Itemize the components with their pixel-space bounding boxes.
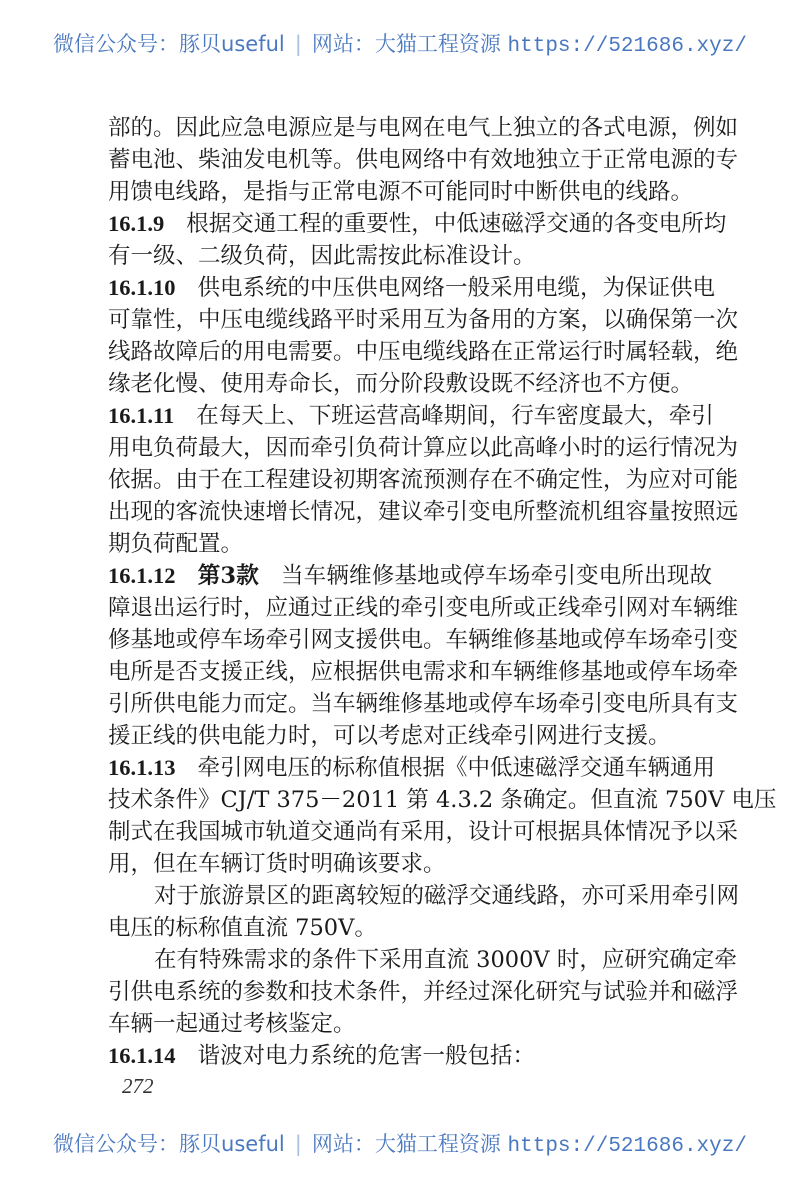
line-text: 障退出运行时，应通过正线的牵引变电所或正线牵引网对车辆维 xyxy=(108,595,739,621)
clause-number: 16.1.12 xyxy=(108,563,176,588)
line-text: 技术条件》CJ/T 375－2011 第 4.3.2 条确定。但直流 750V 电压 xyxy=(108,787,777,813)
line-text: 用电负荷最大，因而牵引负荷计算应以此高峰小时的运行情况为 xyxy=(108,435,739,461)
line-text: 缘老化慢、使用寿命长，而分阶段敷设既不经济也不方便。 xyxy=(108,371,694,397)
line-text: 线路故障后的用电需要。中压电缆线路在正常运行时属轻载，绝 xyxy=(108,339,739,365)
document-body xyxy=(108,112,777,1072)
line-text: 在每天上、下班运营高峰期间，行车密度最大，牵引 xyxy=(196,403,714,429)
line-text: 引所供电能力而定。当车辆维修基地或停车场牵引变电所具有支 xyxy=(108,691,739,717)
watermark-site-label: 网站：大猫工程资源 xyxy=(311,32,501,56)
text-line xyxy=(108,208,727,240)
sub-clause-label: 第3款 xyxy=(197,563,259,589)
text-line xyxy=(108,1040,712,1072)
text-line xyxy=(108,912,712,944)
line-text: 部的。因此应急电源应是与电网在电气上独立的各式电源，例如 xyxy=(108,115,739,141)
line-text: 谐波对电力系统的危害一般包括： xyxy=(197,1043,536,1069)
line-text: 可靠性，中压电缆线路平时采用互为备用的方案，以确保第一次 xyxy=(108,307,739,333)
watermark-separator: | xyxy=(294,1132,302,1156)
line-text: 对于旅游景区的距离较短的磁浮交通线路，亦可采用牵引网 xyxy=(154,883,740,909)
clause-16-1-10 xyxy=(108,272,739,400)
text-line xyxy=(108,880,740,912)
text-line xyxy=(108,144,739,176)
text-line xyxy=(108,688,739,720)
line-text: 援正线的供电能力时，可以考虑对正线牵引网进行支援。 xyxy=(108,723,671,749)
page-number: 272 xyxy=(122,1074,154,1098)
text-line xyxy=(108,240,712,272)
watermark-account: 微信公众号：豚贝useful xyxy=(53,32,285,56)
text-line xyxy=(108,720,712,752)
watermark-footer xyxy=(0,1128,800,1158)
paragraph xyxy=(108,880,740,944)
watermark-url: https://521686.xyz/ xyxy=(507,1135,747,1158)
line-text: 用，但在车辆订货时明确该要求。 xyxy=(108,851,446,877)
line-text: 用馈电线路，是指与正常电源不可能同时中断供电的线路。 xyxy=(108,179,694,205)
text-line xyxy=(108,560,712,592)
text-line xyxy=(108,528,712,560)
line-text: 电压的标称值直流 750V。 xyxy=(108,915,377,941)
line-text: 当车辆维修基地或停车场牵引变电所出现故 xyxy=(280,563,712,589)
line-text: 出现的客流快速增长情况，建议牵引变电所整流机组容量按照远 xyxy=(108,499,739,525)
watermark-separator: | xyxy=(294,32,302,56)
clause-16-1-9 xyxy=(108,208,727,272)
text-line xyxy=(108,624,739,656)
line-text: 有一级、二级负荷，因此需按此标准设计。 xyxy=(108,243,536,269)
clause-number: 16.1.11 xyxy=(108,403,175,428)
clause-number: 16.1.9 xyxy=(108,211,165,236)
text-line xyxy=(108,432,739,464)
clause-number: 16.1.13 xyxy=(108,755,176,780)
clause-16-1-13 xyxy=(108,752,777,880)
line-text: 引供电系统的参数和技术条件，并经过深化研究与试验并和磁浮 xyxy=(108,979,739,1005)
text-line xyxy=(108,848,712,880)
line-text: 修基地或停车场牵引网支援供电。车辆维修基地或停车场牵引变 xyxy=(108,627,739,653)
clause-number: 16.1.14 xyxy=(108,1043,176,1068)
clause-16-1-14 xyxy=(108,1040,712,1072)
text-line xyxy=(108,1008,712,1040)
text-line xyxy=(108,656,739,688)
clause-number: 16.1.10 xyxy=(108,275,176,300)
text-line xyxy=(108,944,737,976)
text-line xyxy=(108,976,739,1008)
line-text: 依据。由于在工程建设初期客流预测存在不确定性，为应对可能 xyxy=(108,467,739,493)
line-text: 期负荷配置。 xyxy=(108,531,244,557)
text-line xyxy=(108,304,739,336)
line-text: 蓄电池、柴油发电机等。供电网络中有效地独立于正常电源的专 xyxy=(108,147,739,173)
line-text: 车辆一起通过考核鉴定。 xyxy=(108,1011,356,1037)
text-line xyxy=(108,784,777,816)
paragraph xyxy=(108,112,739,208)
text-line xyxy=(108,752,716,784)
text-line xyxy=(108,336,739,368)
watermark-header xyxy=(0,28,800,58)
text-line xyxy=(108,176,712,208)
watermark-site-label: 网站：大猫工程资源 xyxy=(311,1132,501,1156)
watermark-account: 微信公众号：豚贝useful xyxy=(53,1132,285,1156)
text-line xyxy=(108,368,712,400)
clause-16-1-11 xyxy=(108,400,739,560)
clause-16-1-12 xyxy=(108,560,739,752)
text-line xyxy=(108,816,739,848)
text-line xyxy=(108,464,739,496)
line-text: 牵引网电压的标称值根据《中低速磁浮交通车辆通用 xyxy=(197,755,716,781)
line-text: 供电系统的中压供电网络一般采用电缆，为保证供电 xyxy=(197,275,716,301)
watermark-url: https://521686.xyz/ xyxy=(507,35,747,58)
line-text: 根据交通工程的重要性，中低速磁浮交通的各变电所均 xyxy=(186,211,727,237)
text-line xyxy=(108,272,716,304)
line-text: 在有特殊需求的条件下采用直流 3000V 时，应研究确定牵 xyxy=(154,947,737,973)
line-text: 电所是否支援正线，应根据供电需求和车辆维修基地或停车场牵 xyxy=(108,659,739,685)
text-line xyxy=(108,496,739,528)
text-line xyxy=(108,592,739,624)
line-text: 制式在我国城市轨道交通尚有采用，设计可根据具体情况予以采 xyxy=(108,819,739,845)
text-line xyxy=(108,400,712,432)
paragraph xyxy=(108,944,739,1040)
text-line xyxy=(108,112,739,144)
